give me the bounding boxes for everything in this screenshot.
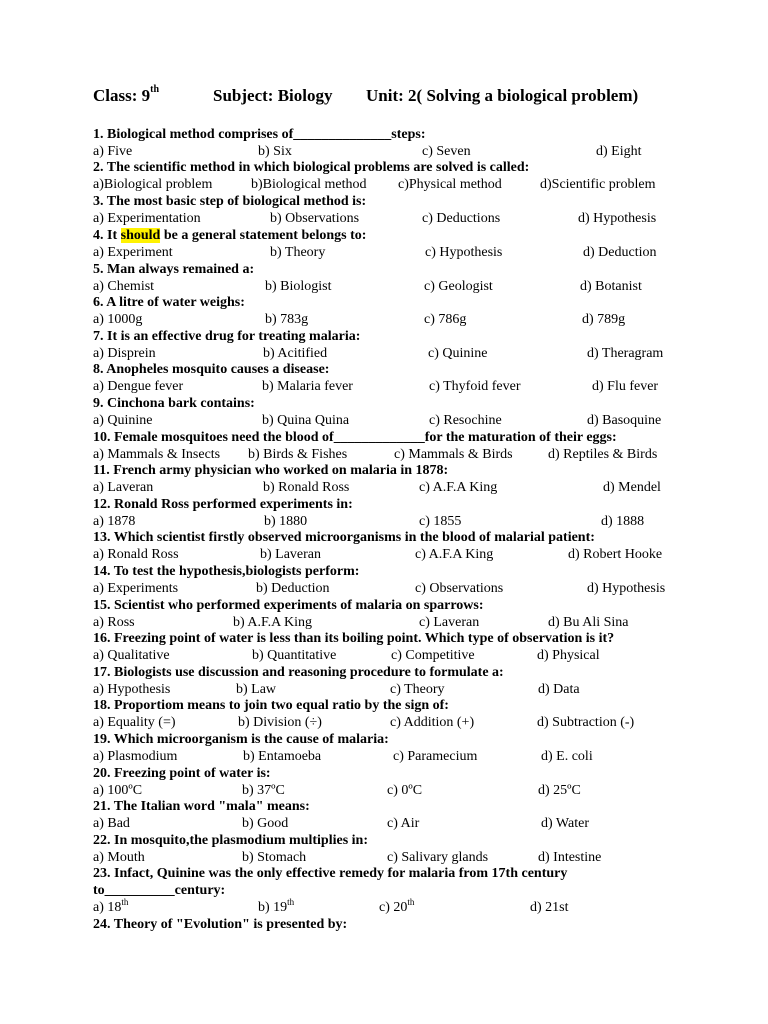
option-c: c) Observations bbox=[415, 581, 504, 596]
question-17: 17. Biologists use discussion and reasoning procedure to formulate a: bbox=[93, 665, 504, 680]
option-d: d) 789g bbox=[582, 312, 626, 327]
question-7: 7. It is an effective drug for treating malaria: bbox=[93, 329, 361, 344]
option-a: a) Mammals & Insects bbox=[93, 447, 221, 462]
option-c: c) Theory bbox=[390, 682, 445, 697]
option-b: b) Quantitative bbox=[252, 648, 337, 663]
option-b: b) Malaria fever bbox=[262, 379, 353, 394]
option-b: b) Stomach bbox=[242, 850, 307, 865]
option-c-sup: th bbox=[407, 897, 415, 907]
question-24: 24. Theory of "Evolution" is presented by: bbox=[93, 917, 348, 932]
option-d: d) Flu fever bbox=[592, 379, 659, 394]
options-7 bbox=[93, 346, 693, 363]
options-20 bbox=[93, 783, 693, 800]
option-a: a) Qualitative bbox=[93, 648, 170, 663]
options-12 bbox=[93, 514, 693, 531]
option-b: b) A.F.A King bbox=[233, 615, 313, 630]
option-a: a) Experiments bbox=[93, 581, 179, 596]
question-18: 18. Proportiom means to join two equal ratio by the sign of: bbox=[93, 698, 449, 713]
options-15 bbox=[93, 615, 693, 632]
options-8 bbox=[93, 379, 693, 396]
option-a: a) Experiment bbox=[93, 245, 173, 260]
option-c: c) Paramecium bbox=[393, 749, 478, 764]
options-16 bbox=[93, 648, 693, 665]
options-21 bbox=[93, 816, 693, 833]
option-d: d) Intestine bbox=[538, 850, 602, 865]
option-d: d) Basoquine bbox=[587, 413, 662, 428]
option-c: c)Physical method bbox=[398, 177, 502, 192]
options-5 bbox=[93, 279, 693, 296]
question-21: 21. The Italian word "mala" means: bbox=[93, 799, 310, 814]
option-b: b) Observations bbox=[270, 211, 360, 226]
options-11 bbox=[93, 480, 693, 497]
option-b-sup: th bbox=[287, 897, 295, 907]
question-4 bbox=[93, 228, 366, 244]
class-text: Class: 9 bbox=[93, 86, 151, 105]
option-a: a)Biological problem bbox=[93, 177, 213, 192]
question-2: 2. The scientific method in which biological problems are solved is called: bbox=[93, 160, 530, 175]
class-label bbox=[93, 86, 159, 106]
option-c bbox=[379, 897, 415, 916]
option-c: c) Mammals & Birds bbox=[394, 447, 513, 462]
question-22: 22. In mosquito,the plasmodium multiplies in: bbox=[93, 833, 368, 848]
option-d: d) 21st bbox=[530, 900, 569, 915]
option-a: a) 1878 bbox=[93, 514, 136, 529]
option-b: b) Law bbox=[236, 682, 277, 697]
options-22 bbox=[93, 850, 693, 867]
question-13: 13. Which scientist firstly observed microorganisms in the blood of malarial patient: bbox=[93, 530, 595, 545]
option-d: d) Data bbox=[538, 682, 580, 697]
option-d: d) Eight bbox=[596, 144, 642, 159]
option-a: a) 1000g bbox=[93, 312, 143, 327]
question-11: 11. French army physician who worked on malaria in 1878: bbox=[93, 463, 449, 478]
options-3 bbox=[93, 211, 693, 228]
option-d: d) Hypothesis bbox=[587, 581, 666, 596]
unit-label: Unit: 2( Solving a biological problem) bbox=[366, 86, 639, 105]
option-a-sup: th bbox=[121, 897, 129, 907]
option-c: c) Salivary glands bbox=[387, 850, 489, 865]
option-c: c) Laveran bbox=[419, 615, 480, 630]
option-b: b) Biologist bbox=[265, 279, 332, 294]
question-23-continued: to__________century: bbox=[93, 883, 226, 898]
option-c: c) Quinine bbox=[428, 346, 488, 361]
question-9: 9. Cinchona bark contains: bbox=[93, 396, 255, 411]
option-b: b) Laveran bbox=[260, 547, 322, 562]
option-c: c) 786g bbox=[424, 312, 467, 327]
option-d: d) Reptiles & Birds bbox=[548, 447, 658, 462]
option-c: c) A.F.A King bbox=[419, 480, 498, 495]
option-b: b) Ronald Ross bbox=[263, 480, 350, 495]
option-d: d) Subtraction (-) bbox=[537, 715, 635, 730]
option-d: d) Hypothesis bbox=[578, 211, 657, 226]
option-c: c) Competitive bbox=[391, 648, 475, 663]
question-1: 1. Biological method comprises of______________steps: bbox=[93, 127, 426, 142]
question-4-post: be a general statement belongs to: bbox=[160, 228, 367, 243]
option-d: d)Scientific problem bbox=[540, 177, 656, 192]
option-d: d) Botanist bbox=[580, 279, 642, 294]
option-b: b) Division (÷) bbox=[238, 715, 322, 730]
options-2 bbox=[93, 177, 693, 194]
option-d: d) Physical bbox=[537, 648, 600, 663]
option-b: b) 37ºC bbox=[242, 783, 285, 798]
option-a: a) Mouth bbox=[93, 850, 145, 865]
option-a: a) Bad bbox=[93, 816, 130, 831]
option-b: b) Six bbox=[258, 144, 292, 159]
option-a-text: a) 18 bbox=[93, 900, 122, 915]
question-20: 20. Freezing point of water is: bbox=[93, 766, 271, 781]
option-a: a) Laveran bbox=[93, 480, 154, 495]
option-b: b) Birds & Fishes bbox=[248, 447, 348, 462]
option-d: d) 1888 bbox=[601, 514, 645, 529]
option-d: d) Robert Hooke bbox=[568, 547, 663, 562]
option-a: a) Ross bbox=[93, 615, 135, 630]
options-4 bbox=[93, 245, 693, 262]
option-c-text: c) 20 bbox=[379, 900, 408, 915]
options-14 bbox=[93, 581, 693, 598]
option-b: b) Theory bbox=[270, 245, 326, 260]
question-23: 23. Infact, Quinine was the only effective remedy for malaria from 17th century bbox=[93, 866, 568, 881]
option-a: a) Equality (=) bbox=[93, 715, 176, 730]
options-23 bbox=[93, 897, 693, 917]
question-5: 5. Man always remained a: bbox=[93, 262, 255, 277]
option-d: d) E. coli bbox=[541, 749, 593, 764]
option-d: d) 25ºC bbox=[538, 783, 581, 798]
options-18 bbox=[93, 715, 693, 732]
highlighted-word: should bbox=[120, 228, 161, 243]
option-c: c) Addition (+) bbox=[390, 715, 475, 730]
question-15: 15. Scientist who performed experiments of malaria on sparrows: bbox=[93, 598, 484, 613]
option-b: b) Acitified bbox=[263, 346, 328, 361]
option-b bbox=[258, 897, 295, 916]
option-b: b) 783g bbox=[265, 312, 309, 327]
question-19: 19. Which microorganism is the cause of malaria: bbox=[93, 732, 389, 747]
option-c: c) 1855 bbox=[419, 514, 462, 529]
class-superscript: th bbox=[150, 84, 160, 95]
option-a: a) Dengue fever bbox=[93, 379, 184, 394]
option-b-text: b) 19 bbox=[258, 900, 288, 915]
option-c: c) A.F.A King bbox=[415, 547, 494, 562]
option-c: c) 0ºC bbox=[387, 783, 423, 798]
option-a: a) Five bbox=[93, 144, 133, 159]
option-d: d) Water bbox=[541, 816, 589, 831]
question-6: 6. A litre of water weighs: bbox=[93, 295, 245, 310]
question-10: 10. Female mosquitoes need the blood of_____________for the maturation of their eggs: bbox=[93, 430, 617, 445]
option-d: d) Deduction bbox=[583, 245, 657, 260]
option-a: a) Disprein bbox=[93, 346, 156, 361]
options-9 bbox=[93, 413, 693, 430]
options-1 bbox=[93, 144, 693, 161]
question-16: 16. Freezing point of water is less than its boiling point. Which type of observation is it? bbox=[93, 631, 615, 646]
question-12: 12. Ronald Ross performed experiments in: bbox=[93, 497, 353, 512]
option-d: d) Mendel bbox=[603, 480, 661, 495]
option-c: c) Deductions bbox=[422, 211, 501, 226]
option-c: c) Air bbox=[387, 816, 420, 831]
options-17 bbox=[93, 682, 693, 699]
subject-label: Subject: Biology bbox=[213, 86, 333, 105]
option-d: d) Theragram bbox=[587, 346, 664, 361]
option-a: a) Plasmodium bbox=[93, 749, 178, 764]
question-4-pre: 4. It bbox=[93, 228, 121, 243]
option-a: a) Chemist bbox=[93, 279, 155, 294]
option-c: c) Geologist bbox=[424, 279, 493, 294]
option-c: c) Resochine bbox=[429, 413, 502, 428]
option-b: b) 1880 bbox=[264, 514, 308, 529]
question-8: 8. Anopheles mosquito causes a disease: bbox=[93, 362, 330, 377]
option-c: c) Thyfoid fever bbox=[429, 379, 521, 394]
option-a bbox=[93, 897, 129, 916]
option-b: b) Entamoeba bbox=[243, 749, 322, 764]
option-a: a) Experimentation bbox=[93, 211, 201, 226]
option-b: b) Good bbox=[242, 816, 289, 831]
option-b: b) Deduction bbox=[256, 581, 330, 596]
options-10 bbox=[93, 447, 693, 464]
options-6 bbox=[93, 312, 693, 329]
option-a: a) Ronald Ross bbox=[93, 547, 179, 562]
option-a: a) 100ºC bbox=[93, 783, 143, 798]
question-3: 3. The most basic step of biological method is: bbox=[93, 194, 367, 209]
option-a: a) Quinine bbox=[93, 413, 153, 428]
option-d: d) Bu Ali Sina bbox=[548, 615, 629, 630]
options-19 bbox=[93, 749, 693, 766]
question-14: 14. To test the hypothesis,biologists perform: bbox=[93, 564, 360, 579]
option-c: c) Hypothesis bbox=[425, 245, 503, 260]
option-b: b)Biological method bbox=[251, 177, 367, 192]
option-b: b) Quina Quina bbox=[262, 413, 350, 428]
option-c: c) Seven bbox=[422, 144, 471, 159]
options-13 bbox=[93, 547, 693, 564]
option-a: a) Hypothesis bbox=[93, 682, 171, 697]
